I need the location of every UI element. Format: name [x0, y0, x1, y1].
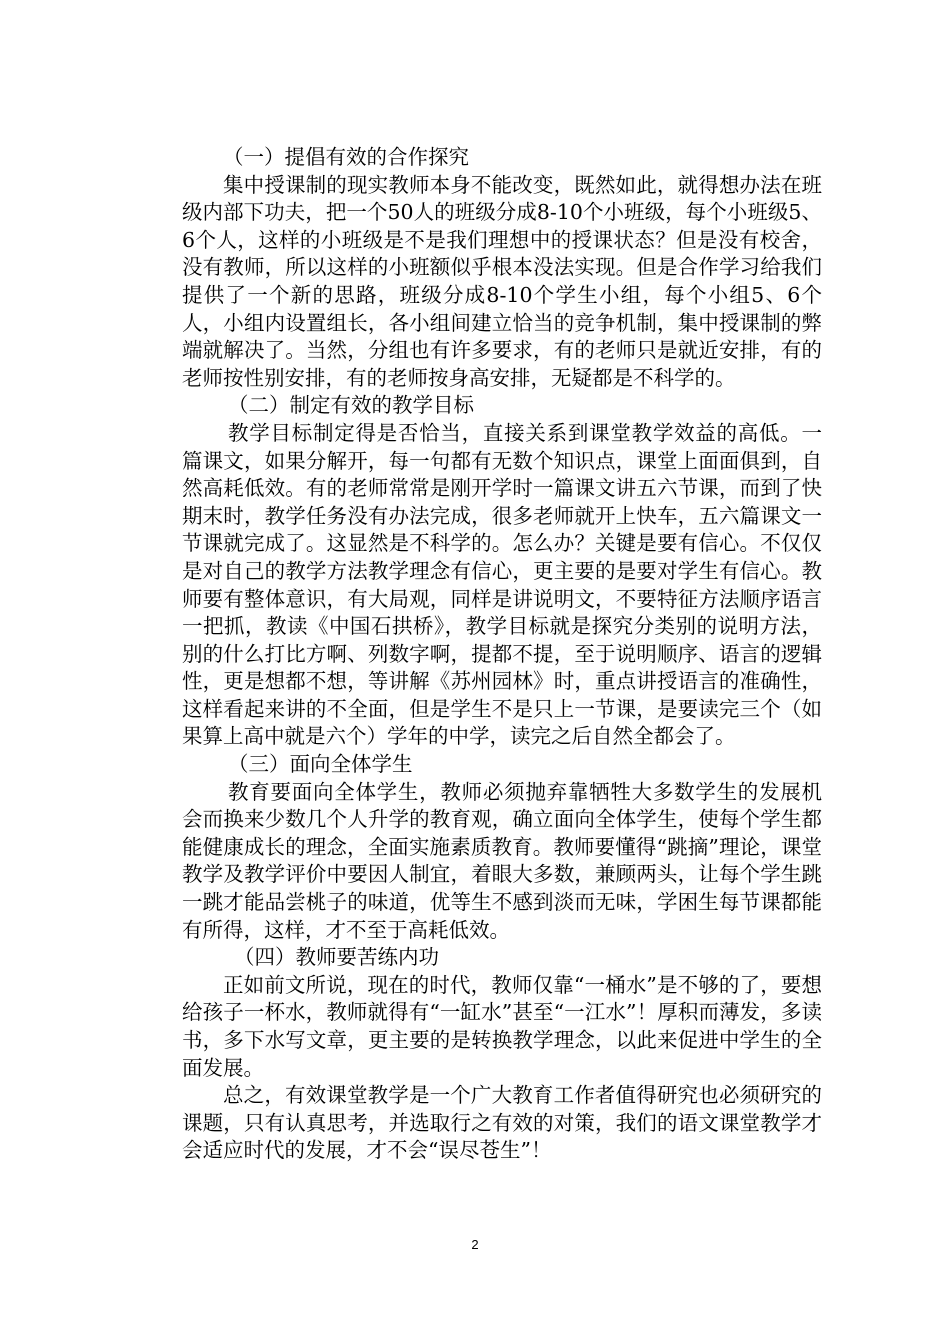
conclusion-paragraph: 总之，有效课堂教学是一个广大教育工作者值得研究也必须研究的课题，只有认真思考，并选取行之有效的对策，我们的语文课堂教学才会适应时代的发展，才不会“误尽苍生”！ [182, 1083, 822, 1163]
section-2-paragraph-1: 教学目标制定得是否恰当，直接关系到课堂教学效益的高低。一篇课文，如果分解开，每一句都有无数个知识点，课堂上面面俱到，自然高耗低效。有的老师常常是刚开学时一篇课文讲五六节课，而到了快期末时，教学任务没有办法完成，很多老师就开上快车，五六篇课文一节课就完成了。这显然是不科学的。怎么办？关键是要有信心。不仅仅是对自己的教学方法教学理念有信心，更主要的是要对学生有信心。教师要有整体意识，有大局观，同样是讲说明文，不要特征方法顺序语言一把抓，教读《中国石拱桥》，教学目标就是探究分类别的说明方法，别的什么打比方啊、列数字啊，提都不提，至于说明顺序、语言的逻辑性，更是想都不想，等讲解《苏州园林》时，重点讲授语言的准确性，这样看起来讲的不全面，但是学生不是只上一节课，是要读完三个（如果算上高中就是六个）学年的中学，读完之后自然全都会了。 [182, 420, 822, 749]
section-heading-3: （三）面向全体学生 [228, 752, 413, 777]
section-4-paragraph-1: 正如前文所说，现在的时代，教师仅靠“一桶水”是不够的了，要想给孩子一杯水，教师就得有“一缸水”甚至“一江水”！厚积而薄发，多读书，多下水写文章，更主要的是转换教学理念，以此来促进中学生的全面发展。 [182, 972, 822, 1080]
section-heading-1: （一）提倡有效的合作探究 [223, 145, 469, 169]
document-body [182, 144, 822, 1165]
section-3-paragraph-1: 教育要面向全体学生，教师必须抛弃靠牺牲大多数学生的发展机会而换来少数几个人升学的教育观，确立面向全体学生，使每个学生都能健康成长的理念，全面实施素质教育。教师要懂得“跳摘”理论，课堂教学及教学评价中要因人制宜，着眼大多数，兼顾两头，让每个学生跳一跳才能品尝桃子的味道，优等生不感到淡而无味，学困生每节课都能有所得，这样，才不至于高耗低效。 [182, 779, 822, 942]
page-number: 2 [471, 1237, 479, 1252]
section-1-paragraph-1: 集中授课制的现实教师本身不能改变，既然如此，就得想办法在班级内部下功夫，把一个50人的班级分成8-10个小班级，每个小班级5、6个人，这样的小班级是不是我们理想中的授课状态？但是没有校舍，没有教师，所以这样的小班额似乎根本没法实现。但是合作学习给我们提供了一个新的思路，班级分成8-10个学生小组，每个小组5、6个人，小组内设置组长，各小组间建立恰当的竞争机制，集中授课制的弊端就解决了。当然，分组也有许多要求，有的老师只是就近安排，有的老师按性别安排，有的老师按身高安排，无疑都是不科学的。 [182, 172, 822, 390]
section-heading-2: （二）制定有效的教学目标 [228, 393, 474, 418]
section-heading-4: （四）教师要苦练内功 [234, 945, 439, 970]
